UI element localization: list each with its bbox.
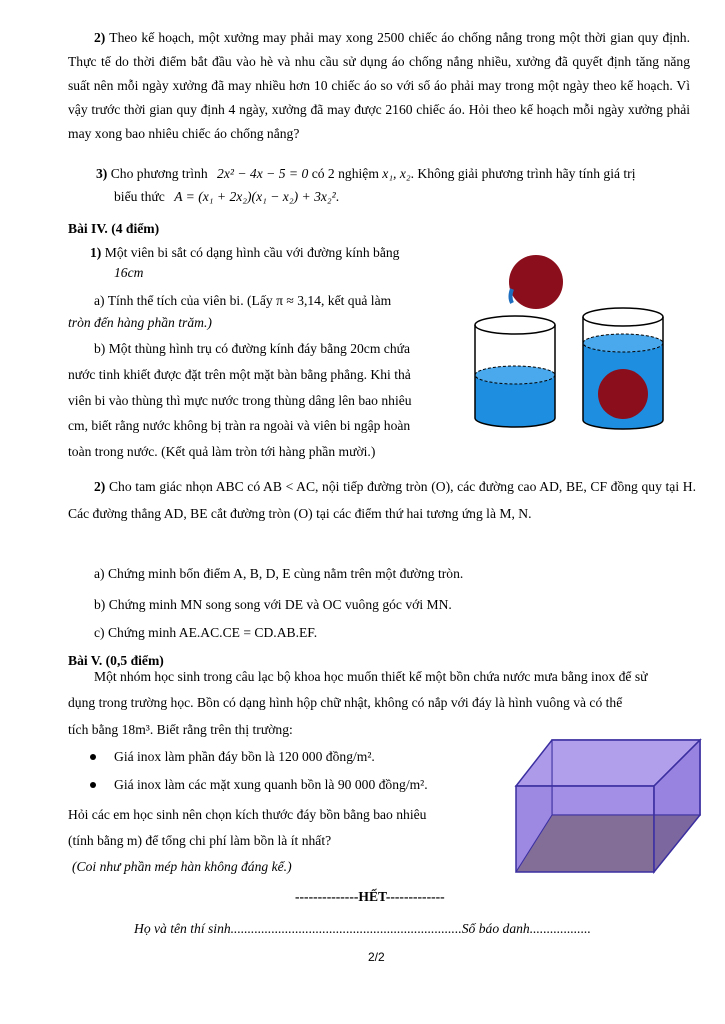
bai4-p1b-line4: cm, biết rằng nước không bị tràn ra ngoài và viên bi ngập hoàn [68, 418, 411, 433]
bai4-p1-line1 [90, 244, 399, 262]
drop-icon [511, 289, 513, 303]
right-cylinder [583, 308, 663, 429]
bai4-p2-text: Cho tam giác nhọn ABC có AB < AC, nội tiếp đường tròn (O), các đường cao AD, BE, CF đồng quy tại H. Các đường thẳng AD, BE cắt đường tròn (O) tại các điểm thứ hai tương ứng là M, N. [68, 479, 696, 521]
bai4-p2 [68, 474, 696, 527]
bai5-title: Bài V. (0,5 điểm) [68, 653, 164, 668]
problem-3-3-text-a: Cho phương trình [110, 166, 208, 181]
bai4-p2c: c) Chứng minh AE.AC.CE = CD.AB.EF. [94, 625, 318, 640]
equation: 2x² − 4x − 5 = 0 [217, 166, 309, 181]
problem-3-2-text: Theo kế hoạch, một xưởng may phải may xong 2500 chiếc áo chống nắng trong một thời gian quy định. Thực tế do thời điểm bắt đầu vào hè và nhu cầu sử dụng áo chống nắng nhiều, xưởng đã quyết định tăng năng suất nên mỗi ngày xưởng đã may nhiều hơn 10 chiếc áo so với số áo phải may trong một ngày theo kế hoạch. Vì vậy trước thời gian quy định 4 ngày, xưởng đã may được 2160 chiếc áo. Hỏi theo kế hoạch mỗi ngày xưởng phải may xong bao nhiêu chiếc áo chống nắng? [68, 30, 691, 141]
bai4-p2-number: 2) [94, 479, 106, 494]
left-cylinder [475, 316, 555, 427]
bai4-p1b-line1: b) Một thùng hình trụ có đường kính đáy bằng 20cm chứa [94, 341, 411, 356]
bai4-p1-text: Một viên bi sắt có dạng hình cầu với đường kính bằng [104, 245, 400, 260]
bai4-p1b-line2: nước tinh khiết được đặt trên một mặt bàn bằng phẳng. Khi thả [68, 367, 411, 382]
bai5-note: (Coi như phần mép hàn không đáng kể.) [72, 859, 292, 874]
roots: x₁, x₂ [382, 166, 411, 181]
bai5-question-line1: Hỏi các em học sinh nên chọn kích thước đáy bồn bằng bao nhiêu [68, 807, 427, 822]
bai4-p1a-line1: a) Tính thể tích của viên bi. (Lấy π ≈ 3,14, kết quả làm [94, 293, 392, 308]
bai4-p2a: a) Chứng minh bốn điểm A, B, D, E cùng nằm trên một đường tròn. [94, 566, 464, 581]
problem-3-3-text-e: . [335, 189, 340, 204]
problem-3-3-text-d: biểu thức [114, 189, 165, 204]
problem-3-3-text-b: có 2 nghiệm [311, 166, 379, 181]
bai4-p1b-line5: toàn trong nước. (Kết quả làm tròn tới hàng phần mười.) [68, 444, 376, 459]
problem-3-2 [68, 26, 690, 146]
bai5-line2: dụng trong trường học. Bồn có dạng hình hộp chữ nhật, không có nắp với đáy là hình vuông và có thể [68, 695, 623, 710]
ball-submerged [598, 369, 648, 419]
problem-3-2-number: 2) [94, 30, 106, 45]
bai4-title: Bài IV. (4 điểm) [68, 221, 160, 236]
bai4-p1-line2: 16cm [114, 265, 144, 280]
bai5-line3: tích bằng 18m³. Biết rằng trên thị trường: [68, 722, 293, 737]
problem-3-3-line2 [114, 188, 339, 206]
problem-3-3-number: 3) [96, 166, 108, 181]
end-marker: --------------HẾT------------- [295, 889, 445, 904]
bai5-question-line2: (tính bằng m) để tổng chi phí làm bồn là ít nhất? [68, 833, 332, 848]
bai4-p2b: b) Chứng minh MN song song với DE và OC vuông góc với MN. [94, 597, 452, 612]
tank-illustration [510, 730, 710, 880]
bai5-bullet2: Giá inox làm các mặt xung quanh bồn là 90 000 đồng/m². [114, 777, 428, 792]
bai4-p1b-line3: viên bi vào thùng thì mực nước trong thùng dâng lên bao nhiêu [68, 393, 412, 408]
problem-3-3-line1 [96, 165, 635, 183]
page-number: 2/2 [368, 950, 385, 964]
bai4-p1-number: 1) [90, 245, 102, 260]
expression: A = (x₁ + 2x₂)(x₁ − x₂) + 3x₂² [174, 189, 336, 204]
cylinders-illustration [465, 255, 725, 455]
candidate-line: Họ và tên thí sinh....................................................................Số báo danh.................. [134, 921, 591, 936]
bullet-dot [90, 754, 96, 760]
ball-falling [509, 255, 563, 309]
bai5-bullet1: Giá inox làm phần đáy bồn là 120 000 đồng/m². [114, 749, 375, 764]
bai4-p1a-line2: tròn đến hàng phần trăm.) [68, 315, 212, 330]
bullet-dot [90, 782, 96, 788]
bai5-line1: Một nhóm học sinh trong câu lạc bộ khoa học muốn thiết kế một bồn chứa nước mưa bằng inox để sử [94, 669, 648, 684]
problem-3-3-text-c: . Không giải phương trình hãy tính giá trị [410, 166, 636, 181]
